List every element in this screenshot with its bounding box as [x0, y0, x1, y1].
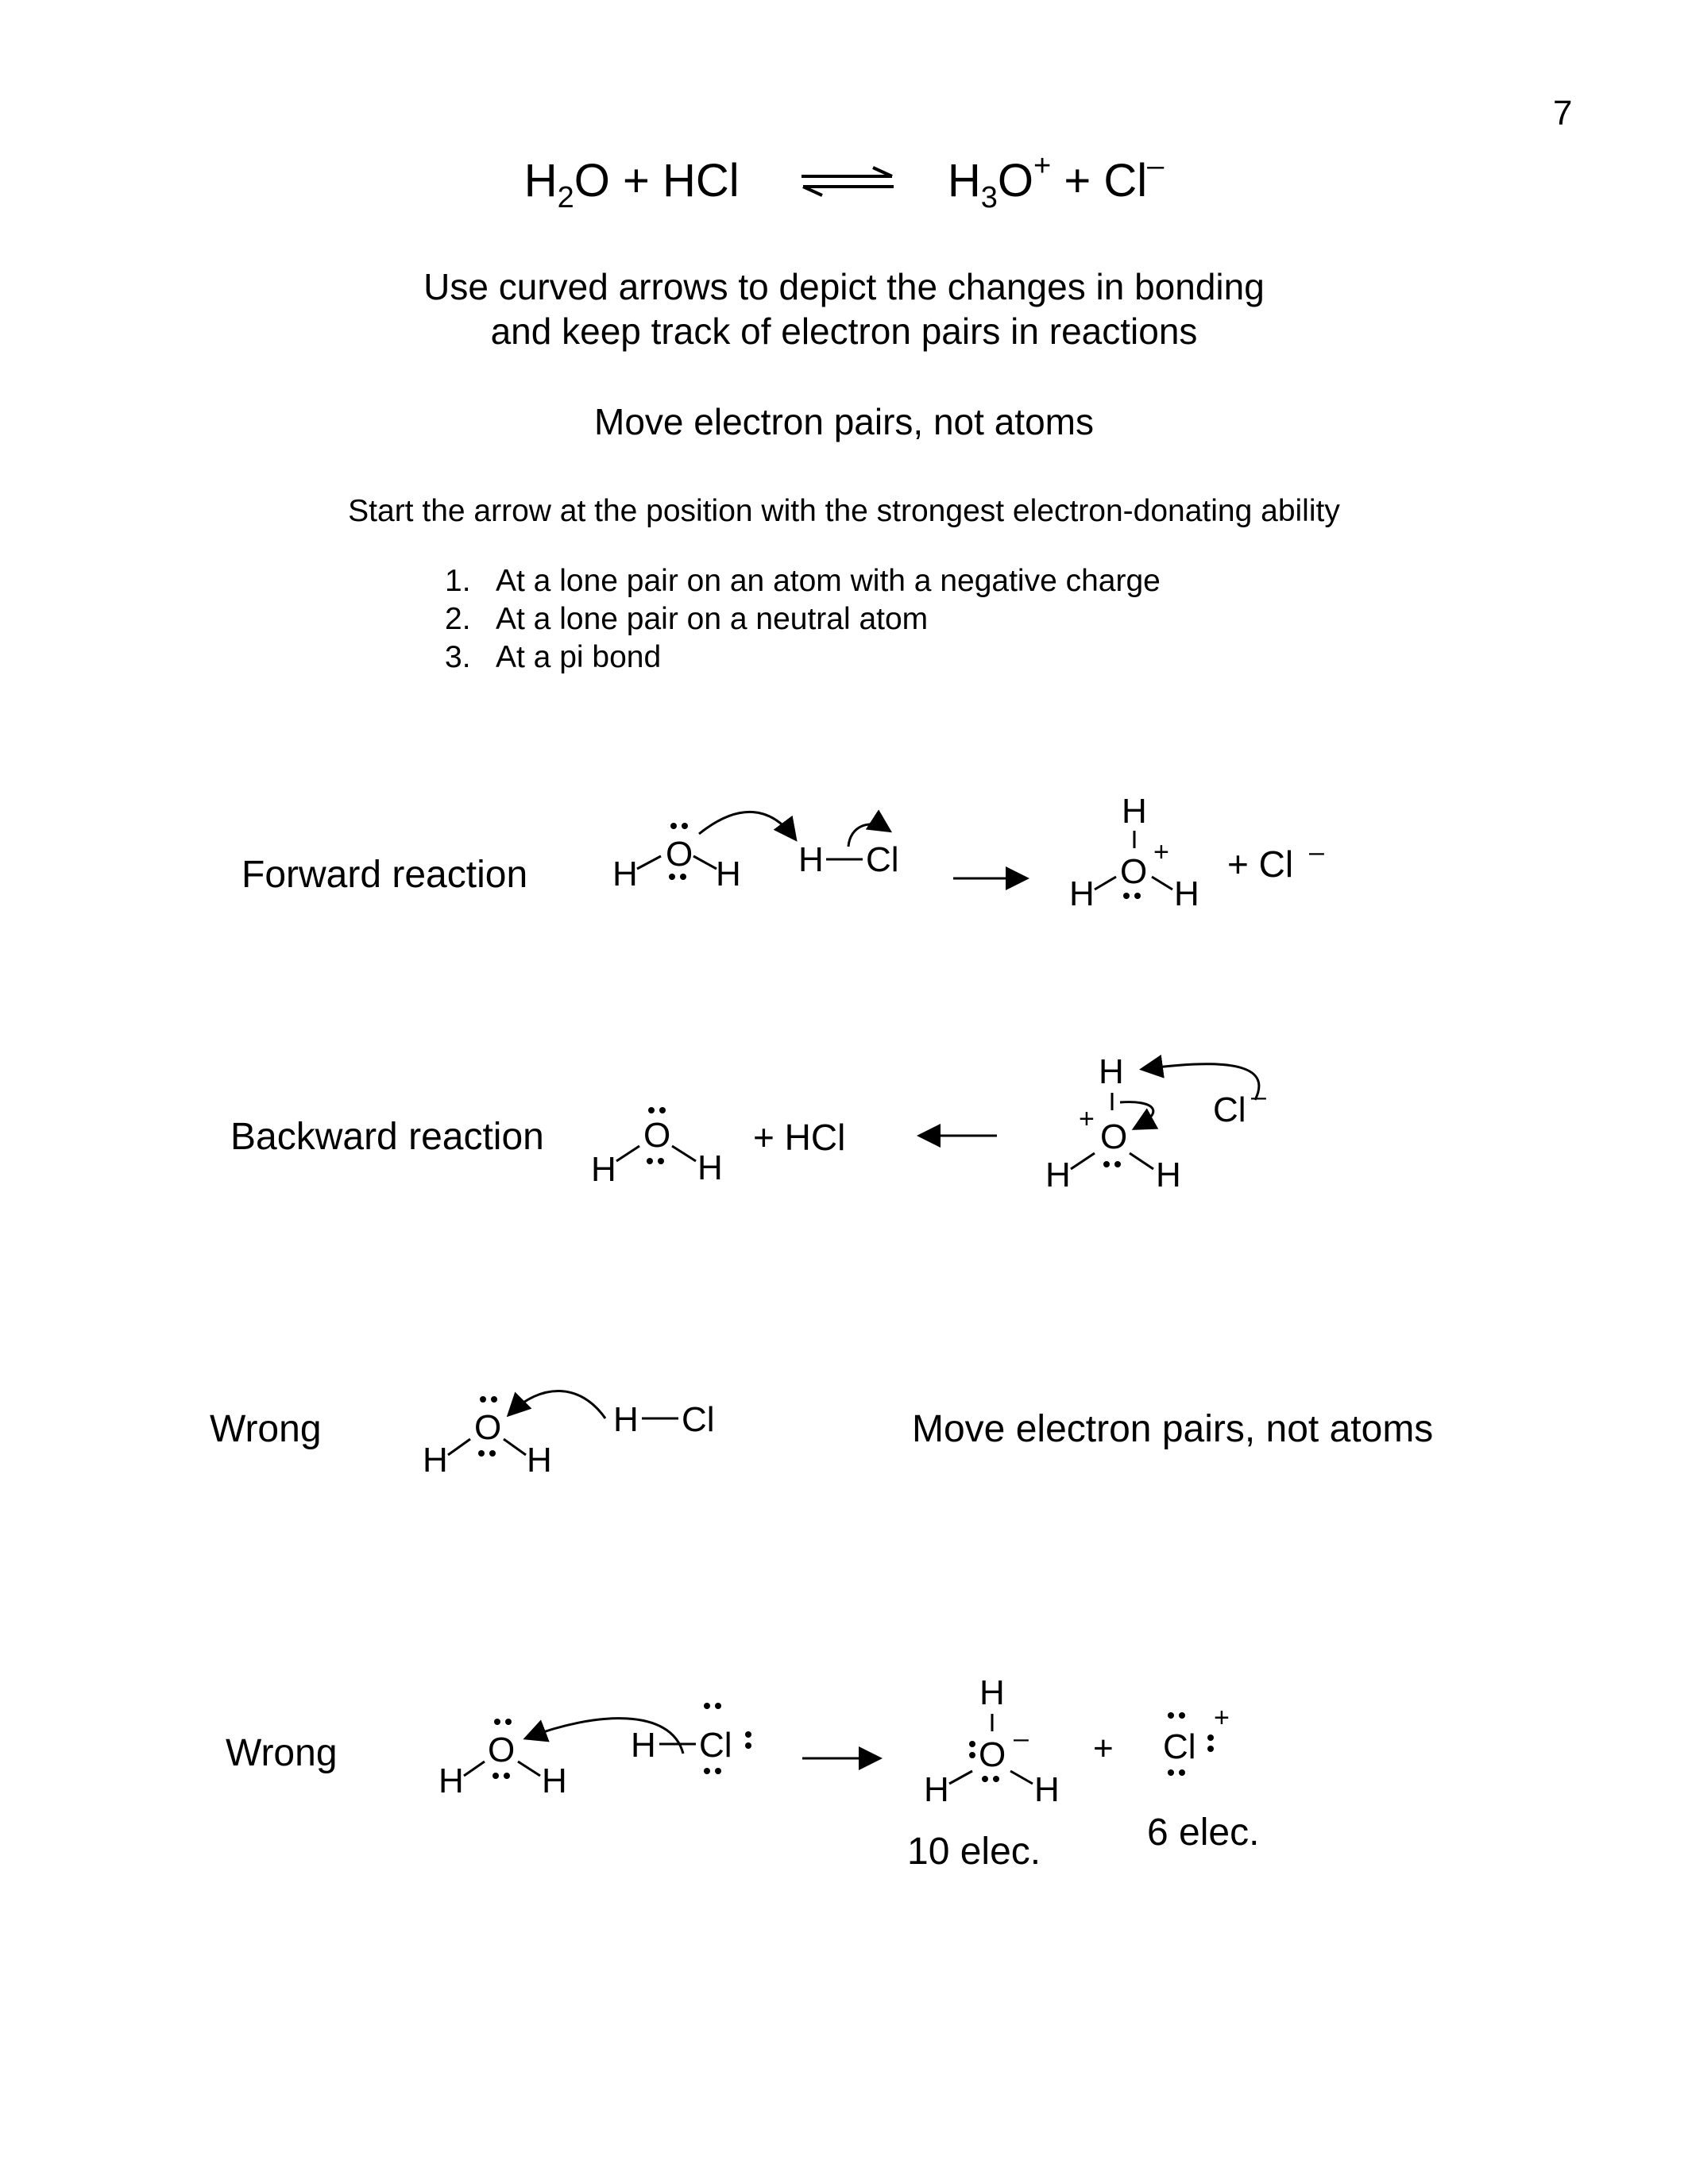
- wrong1-water: [423, 1396, 552, 1480]
- curved-arrow-icon: [527, 1719, 683, 1754]
- atom-h: H: [1156, 1156, 1181, 1194]
- hydronium-forward: [1069, 792, 1199, 913]
- wrong2-hcl: [631, 1703, 751, 1774]
- lhs-tail: O + HCl: [574, 155, 740, 207]
- atom-o: O: [666, 835, 693, 874]
- rule-text: At a lone pair on a neutral atom: [496, 602, 929, 636]
- plus-charge: +: [1214, 1703, 1230, 1733]
- atom-o: O: [643, 1116, 671, 1155]
- wrong1-hcl: [613, 1400, 715, 1439]
- atom-h: H: [1122, 792, 1147, 831]
- wrong2-product-oxygen: [924, 1673, 1060, 1809]
- atom-o: O: [488, 1731, 516, 1769]
- atom-h: H: [527, 1441, 552, 1480]
- atom-h: H: [1099, 1052, 1124, 1091]
- atom-o: O: [1100, 1117, 1128, 1156]
- rule-text: At a lone pair on an atom with a negative charge: [496, 564, 1161, 598]
- atom-h: H: [423, 1441, 448, 1480]
- atom-h: H: [716, 855, 741, 893]
- atom-h: H: [613, 1400, 639, 1439]
- wrong-label-1: Wrong: [210, 1408, 322, 1450]
- atom-h: H: [798, 840, 824, 879]
- atom-cl: Cl: [866, 840, 899, 879]
- curved-arrow-icon: [699, 812, 794, 838]
- curved-arrow-icon: [510, 1391, 605, 1418]
- atom-h: H: [924, 1770, 949, 1809]
- atom-h: H: [631, 1726, 656, 1765]
- chloride-product: + Cl: [1227, 843, 1294, 885]
- atom-h: H: [438, 1761, 464, 1800]
- forward-reaction-label: Forward reaction: [241, 854, 528, 896]
- wrong-note: Move electron pairs, not atoms: [912, 1408, 1434, 1450]
- atom-h: H: [612, 855, 638, 893]
- forward-water: [612, 823, 741, 893]
- rhs-sub: 3: [980, 181, 998, 215]
- atom-h: H: [1034, 1770, 1060, 1809]
- lhs-h: H: [523, 155, 558, 207]
- atom-h: H: [697, 1148, 723, 1187]
- start-arrow-rule: Start the arrow at the position with the strongest electron-donating ability: [348, 494, 1340, 528]
- minus-charge: –: [1014, 1723, 1029, 1754]
- backward-reaction-label: Backward reaction: [230, 1116, 544, 1158]
- minus-charge: –: [1251, 1082, 1266, 1112]
- atom-o: O: [1120, 852, 1148, 891]
- rhs-plus: +: [1033, 149, 1052, 183]
- atom-h: H: [1045, 1156, 1071, 1194]
- plus-sign: +: [1093, 1729, 1114, 1768]
- rule-num: 3.: [445, 640, 471, 674]
- backward-water: [591, 1107, 723, 1189]
- rule-text: At a pi bond: [496, 640, 662, 674]
- atom-h: H: [591, 1150, 616, 1189]
- atom-o: O: [474, 1408, 502, 1447]
- wrong-label-2: Wrong: [226, 1732, 338, 1774]
- minus-charge: –: [1309, 837, 1324, 867]
- atom-cl: Cl: [699, 1726, 732, 1765]
- rhs-h: H: [947, 155, 981, 207]
- rule-num: 1.: [445, 564, 471, 598]
- intro-line-1: Use curved arrows to depict the changes in bonding: [423, 266, 1265, 307]
- atom-h: H: [1069, 874, 1095, 913]
- page-number: 7: [1553, 94, 1573, 133]
- rule-num: 2.: [445, 602, 471, 636]
- atom-h: H: [542, 1761, 567, 1800]
- rhs-cl: + Cl: [1051, 155, 1148, 207]
- chloride-reactant: Cl: [1213, 1090, 1246, 1129]
- atom-cl: Cl: [682, 1400, 715, 1439]
- wrong2-product-chlorine: [1163, 1703, 1230, 1776]
- plus-charge: +: [1153, 837, 1169, 867]
- heading-move-pairs: Move electron pairs, not atoms: [594, 401, 1094, 442]
- atom-h: H: [979, 1673, 1005, 1712]
- electron-count-10: 10 elec.: [907, 1831, 1041, 1873]
- lhs-sub: 2: [557, 181, 574, 215]
- plus-charge: +: [1079, 1104, 1095, 1134]
- hcl-product: + HCl: [753, 1117, 846, 1158]
- atom-h: H: [1174, 874, 1199, 913]
- atom-cl: Cl: [1163, 1727, 1196, 1766]
- rhs-o: O: [997, 155, 1034, 207]
- hydronium-backward: [1045, 1052, 1181, 1194]
- rhs-minus: –: [1147, 149, 1165, 183]
- intro-line-2: and keep track of electron pairs in reactions: [490, 311, 1198, 352]
- atom-o: O: [979, 1735, 1006, 1774]
- electron-count-6: 6 elec.: [1147, 1812, 1260, 1854]
